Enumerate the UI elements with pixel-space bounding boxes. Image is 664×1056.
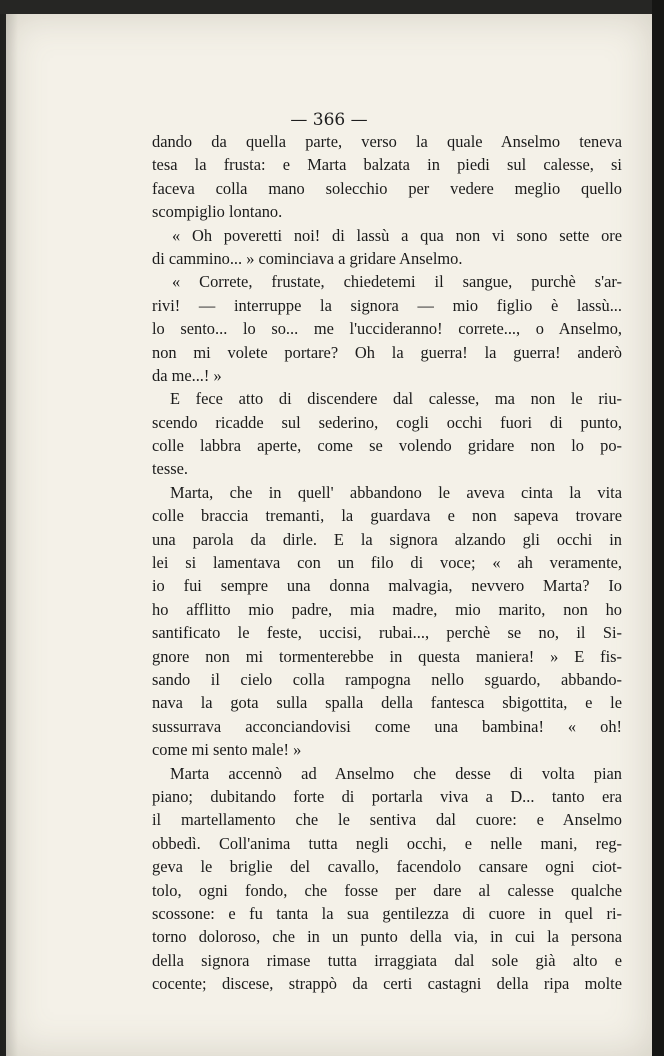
text-line: colle labbra aperte, come se volendo gridare non lo po- (152, 436, 622, 456)
text-line: lo sento... lo so... me l'uccideranno! correte..., o Anselmo, (152, 319, 622, 339)
text-line: geva le briglie del cavallo, facendolo cansare ogni ciot- (152, 857, 622, 877)
text-line: come mi sento male! » (152, 740, 302, 760)
text-line: tolo, ogni fondo, che fosse per dare al calesse qualche (152, 880, 622, 900)
text-line: ho afflitto mio padre, mia madre, mio marito, non ho (152, 599, 622, 619)
page-body-text (152, 130, 622, 995)
text-line: santificato le feste, uccisi, rubai..., perchè se no, il Si- (152, 623, 622, 643)
text-line: rivi! — interruppe la signora — mio figlio è lassù... (152, 295, 622, 315)
text-line: tesse. (152, 459, 188, 479)
text-line: cocente; discese, strappò da certi castagni della ripa molte (152, 974, 622, 994)
text-line: faceva colla mano solecchio per vedere meglio quello (152, 178, 622, 198)
text-line: nava la gota sulla spalla della fantesca sbigottita, e le (152, 693, 622, 713)
text-line: sussurrava acconciandovisi come una bambina! « oh! (152, 716, 622, 736)
text-line: da me...! » (152, 365, 222, 385)
text-line: non mi volete portare? Oh la guerra! la guerra! anderò (152, 342, 622, 362)
text-line: dando da quella parte, verso la quale Anselmo teneva (152, 132, 622, 151)
text-line: di cammino... » cominciava a gridare Anselmo. (152, 248, 463, 268)
text-line: gnore non mi tormenterebbe in questa maniera! » E fis- (152, 646, 622, 666)
text-line: torno doloroso, che in un punto della via, in cui la persona (152, 927, 622, 947)
text-line: una parola da dirle. E la signora alzando gli occhi in (152, 529, 622, 549)
text-line: Marta, che in quell' abbandono le aveva cinta la vita (170, 482, 622, 502)
page-number: — 366 — (290, 110, 368, 130)
text-line: lei si lamentava con un filo di voce; « ah veramente, (152, 553, 622, 573)
text-line: della signora rimase tutta irraggiata dal sole già alto e (152, 950, 622, 970)
text-line: obbedì. Coll'anima tutta negli occhi, e nelle mani, reg- (152, 833, 622, 853)
text-line: scossone: e fu tanta la sua gentilezza di cuore in quel ri- (152, 903, 622, 923)
text-line: « Correte, frustate, chiedetemi il sangue, purchè s'ar- (172, 272, 622, 292)
text-line: Marta accennò ad Anselmo che desse di volta pian (170, 763, 622, 783)
text-line: scendo ricadde sul sederino, cogli occhi fuori di punto, (152, 412, 622, 432)
text-line: piano; dubitando forte di portarla viva a D... tanto era (152, 786, 622, 806)
text-line: sando il cielo colla rampogna nello sguardo, abbando- (152, 669, 622, 689)
text-line: io fui sempre una donna malvagia, nevvero Marta? Io (152, 576, 622, 596)
text-line: colle braccia tremanti, la guardava e non sapeva trovare (152, 506, 622, 526)
text-line: « Oh poveretti noi! di lassù a qua non vi sono sette ore (172, 225, 622, 245)
scan-edge (652, 0, 664, 1056)
text-line: il martellamento che le sentiva dal cuore: e Anselmo (152, 810, 622, 830)
text-line: E fece atto di discendere dal calesse, ma non le riu- (170, 389, 622, 409)
text-line: tesa la frusta: e Marta balzata in piedi sul calesse, si (152, 155, 622, 175)
text-line: scompiglio lontano. (152, 202, 283, 222)
page-spine-shadow (0, 14, 18, 1056)
